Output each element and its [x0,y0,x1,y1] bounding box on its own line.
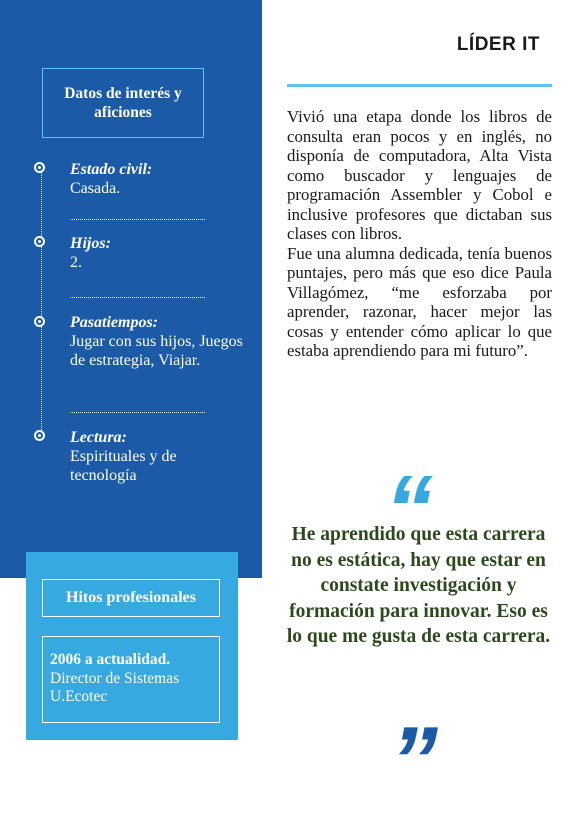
timeline-value: Casada. [70,180,121,197]
milestones-title: Hitos profesionales [42,579,220,617]
timeline-dot [34,430,45,441]
timeline-label: Lectura: [70,429,127,446]
timeline-dot [34,236,45,247]
timeline-item-estado-civil [70,160,245,198]
timeline-label: Estado civil: [70,161,153,178]
interest-box-title: Datos de interés y aficiones [42,68,204,138]
body-paragraph: Fue una alumna dedicada, tenía buenos puntajes, pero más que eso dice Paula Villagómez, “me esforzaba por aprender, razonar, hacer mejor las cosas y entender cómo aplicar lo que estaba aprendiendo para mi futuro”. [287,243,552,360]
milestone-label: 2006 a actualidad. [50,651,171,668]
milestone-value: Director de Sistemas U.Ecotec [50,669,180,705]
timeline-label: Pasatiempos: [70,314,158,331]
timeline-line [41,168,42,438]
title-divider [287,84,552,87]
page-title: LÍDER IT [456,34,540,55]
open-quote-mark: “ [385,456,433,563]
timeline-item-hijos [70,234,245,272]
timeline-item-pasatiempos [70,313,245,370]
close-quote-mark: ” [390,707,438,814]
timeline-separator [70,297,205,298]
body-paragraph: Vivió una etapa donde los libros de consulta eran pocos y en inglés, no disponía de computadora, Alta Vista como buscador y lenguajes de programación Assembler y Cobol e inclusive profesores que dictaban sus clases con libros. [287,107,552,243]
pull-quote: He aprendido que esta carrera no es estática, hay que estar en constate investigación y formación para innovar. Eso es lo que me gusta de esta carrera. [286,524,551,647]
milestones-panel [26,552,238,740]
timeline-value: Jugar con sus hijos, Juegos de estrategia, Viajar. [70,333,243,369]
body-text [287,107,552,361]
timeline-separator [70,412,205,413]
timeline-item-lectura [70,428,245,485]
timeline-separator [70,219,205,220]
timeline-dot [34,162,45,173]
timeline-dot [34,316,45,327]
timeline-value: 2. [70,254,82,271]
timeline-label: Hijos: [70,235,111,252]
timeline-value: Espirituales y de tecnología [70,448,177,484]
left-panel [0,0,262,578]
milestone-item [42,636,220,723]
